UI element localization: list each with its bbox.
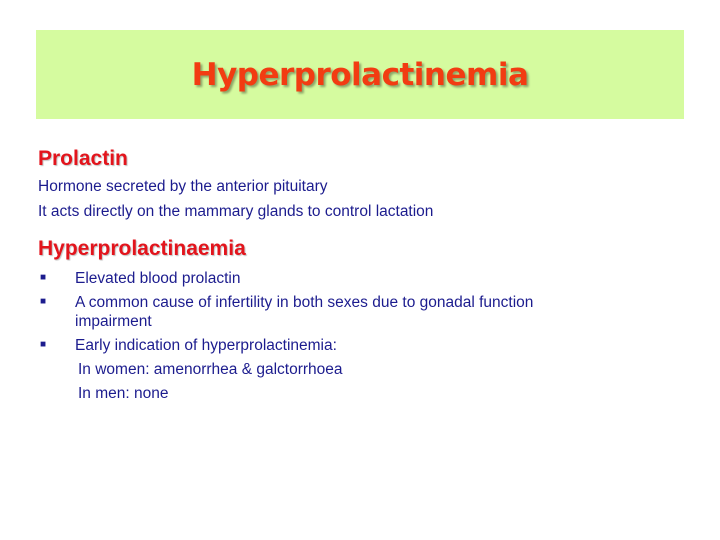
heading-hyperprolactinaemia: Hyperprolactinaemia xyxy=(38,237,246,260)
text-line: Hormone secreted by the anterior pituitary xyxy=(38,178,328,195)
heading-prolactin: Prolactin xyxy=(38,147,128,170)
bullet-icon: ■ xyxy=(40,272,47,283)
bullet-text: Elevated blood prolactin xyxy=(75,270,241,287)
bullet-icon: ■ xyxy=(40,296,47,307)
bullet-text-continued: impairment xyxy=(75,313,152,330)
bullet-text: Early indication of hyperprolactinemia: xyxy=(75,337,337,354)
sub-line-men: In men: none xyxy=(78,385,169,402)
slide-title: Hyperprolactinemia xyxy=(191,56,529,93)
bullet-icon: ■ xyxy=(40,339,47,350)
sub-line-women: In women: amenorrhea & galctorrhoea xyxy=(78,361,343,378)
text-line: It acts directly on the mammary glands to control lactation xyxy=(38,203,434,220)
bullet-text: A common cause of infertility in both sexes due to gonadal function xyxy=(75,294,534,311)
title-banner xyxy=(36,30,684,119)
